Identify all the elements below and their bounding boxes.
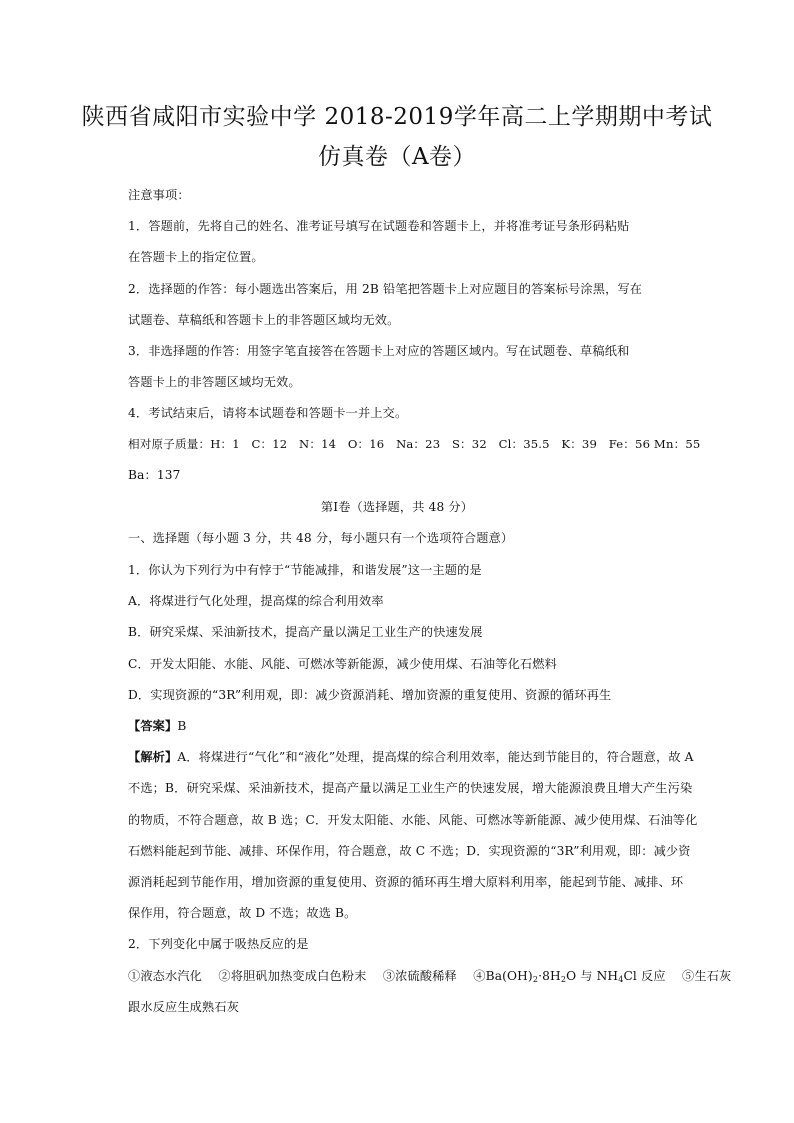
question-2-option-2: ②将胆矾加热变成白色粉末	[218, 969, 367, 983]
question-1-analysis-line-6: 保作用，符合题意，故 D 不选；故选 B。	[128, 906, 357, 920]
question-1-analysis-line-1	[128, 748, 694, 766]
atomic-masses-line-1: 相对原子质量：H：1 C：12 N：14 O：16 Na：23 S：32 Cl：35.5 K：39 Fe：56 Mn：55	[128, 437, 701, 451]
question-1-analysis-line-4: 石燃料能起到节能、减排、环保作用，符合题意，故 C 不选；D．实现资源的“3R”利用观，即：减少资	[128, 844, 691, 858]
atomic-masses-line-2: Ba：137	[128, 468, 181, 482]
notice-heading: 注意事项：	[128, 188, 190, 202]
section-instructions: 一、选择题（每小题 3 分，共 48 分，每小题只有一个选项符合题意）	[128, 531, 514, 545]
section-part-1-heading: 第Ⅰ卷（选择题，共 48 分）	[320, 500, 474, 514]
analysis-label: 【解析】	[128, 750, 178, 764]
notice-item-2-line-2: 试题卷、草稿纸和答题卡上的非答题区域均无效。	[128, 313, 400, 327]
notice-item-2-line-1: 2．选择题的作答：每小题选出答案后，用 2B 铅笔把答题卡上对应题目的答案标号涂黑，写在	[128, 282, 643, 296]
notice-item-3-line-2: 答题卡上的非答题区域均无效。	[128, 375, 301, 389]
answer-label: 【答案】	[128, 719, 178, 733]
question-2-options-line-1	[128, 967, 732, 985]
analysis-text-1: A．将煤进行“气化”和“液化”处理，提高煤的综合利用效率，能达到节能目的，符合题意，故 A	[177, 750, 694, 764]
question-1-answer	[128, 717, 676, 735]
notice-item-4: 4．考试结束后，请将本试题卷和答题卡一并上交。	[128, 406, 408, 420]
document-title-line-2: 仿真卷（A卷）	[317, 144, 477, 170]
notice-item-3-line-1: 3．非选择题的作答：用签字笔直接答在答题卡上对应的答题区域内。写在试题卷、草稿纸和	[128, 344, 630, 358]
question-1-analysis-line-5: 源消耗起到节能作用，增加资源的重复使用、资源的循环再生增大原料利用率，能起到节能、减排、环	[128, 875, 684, 889]
question-2-option-3: ③浓硫酸稀释	[382, 969, 457, 983]
question-2-option-4: $④Ba(OH)_2\cdot 8H_2O$ 与 $NH_4Cl$ 反应	[473, 969, 666, 984]
question-2-option-1: ①液态水汽化	[128, 969, 203, 983]
question-1-option-b: B．研究采煤、采油新技术，提高产量以满足工业生产的快速发展	[128, 625, 483, 639]
answer-value: B	[177, 719, 187, 733]
notice-item-1-line-2: 在答题卡上的指定位置。	[128, 250, 264, 264]
notice-item-1-line-1: 1．答题前，先将自己的姓名、准考证号填写在试题卷和答题卡上，并将准考证号条形码粘贴	[128, 219, 630, 233]
question-2-stem: 2．下列变化中属于吸热反应的是	[128, 937, 309, 951]
question-2-option-5-start: ⑤生石灰	[682, 969, 732, 983]
document-title-line-1: 陕西省咸阳市实验中学 2018-2019学年高二上学期期中考试	[81, 104, 713, 130]
question-1-analysis-line-3: 的物质，不符合题意，故 B 选；C．开发太阳能、水能、风能、可燃冰等新能源、减少使用煤、石油等化	[128, 813, 698, 827]
question-1-analysis-line-2: 不选；B．研究采煤、采油新技术，提高产量以满足工业生产的快速发展，增大能源浪费且增大产生污染	[128, 781, 693, 795]
question-1-option-a: A．将煤进行气化处理，提高煤的综合利用效率	[128, 594, 384, 608]
question-2-option-5-end: 跟水反应生成熟石灰	[128, 1000, 240, 1014]
question-1-stem: 1．你认为下列行为中有悖于“节能减排，和谐发展”这一主题的是	[128, 563, 482, 577]
question-1-option-c: C．开发太阳能、水能、风能、可燃冰等新能源，减少使用煤、石油等化石燃料	[128, 657, 557, 671]
question-1-option-d: D．实现资源的“3R”利用观，即：减少资源消耗、增加资源的重复使用、资源的循环再生	[128, 688, 612, 702]
